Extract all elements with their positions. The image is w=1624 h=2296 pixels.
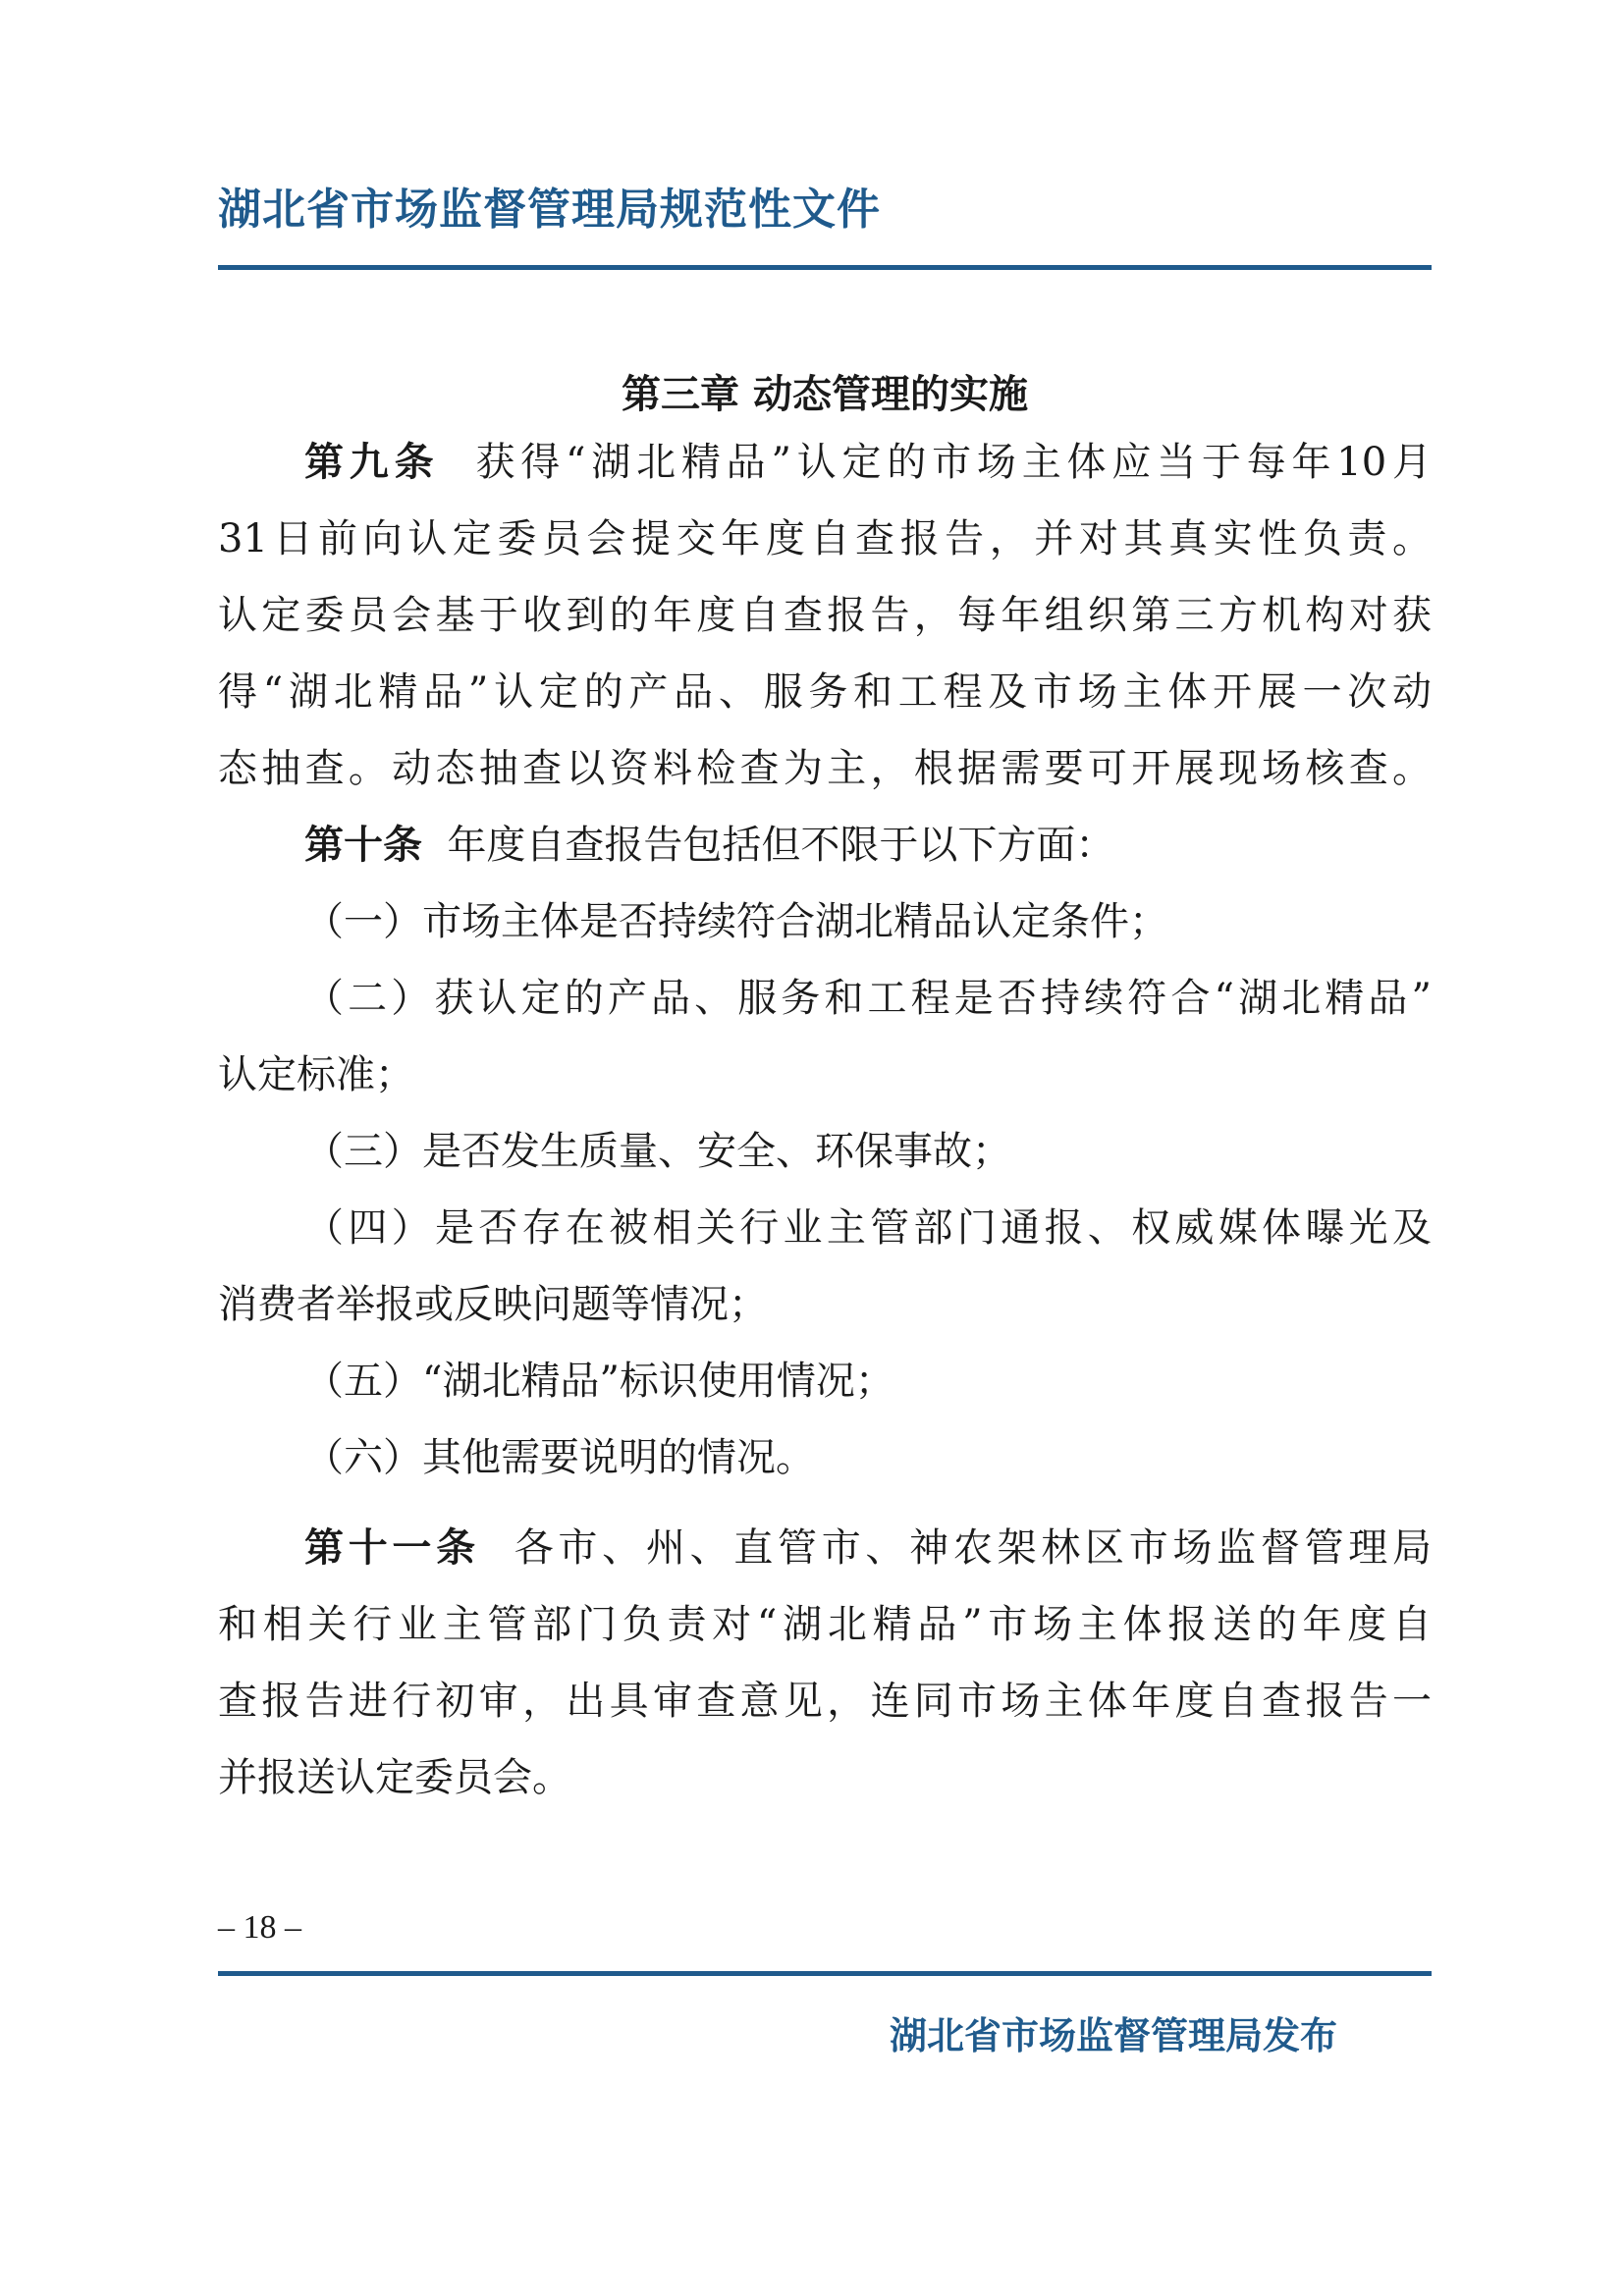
article-10-label: 第十条: [304, 823, 422, 868]
article-9-line-4: 得“湖北精品”认定的产品、服务和工程及市场主体开展一次动: [218, 669, 1432, 715]
article-10-item-3: （三）是否发生质量、安全、环保事故；: [304, 1129, 1011, 1174]
footer-publisher: 湖北省市场监督管理局发布: [890, 2014, 1338, 2057]
article-10-item-4: （四）是否存在被相关行业主管部门通报、权威媒体曝光及: [304, 1205, 1432, 1251]
article-9-line-5: 态抽查。动态抽查以资料检查为主，根据需要可开展现场核查。: [218, 746, 1432, 791]
article-10-item-4-cont: 消费者举报或反映问题等情况；: [218, 1282, 768, 1327]
article-9-line-1: [218, 424, 1432, 501]
article-10-line-1: [218, 807, 1432, 883]
article-11-text: 各市、州、直管市、神农架林区市场监督管理局: [514, 1525, 1432, 1571]
header-title: 湖北省市场监督管理局规范性文件: [218, 185, 881, 235]
header-divider: [218, 265, 1432, 270]
article-10-item-6: （六）其他需要说明的情况。: [304, 1435, 815, 1480]
article-11-label: 第十一条: [304, 1525, 480, 1571]
article-10-item-5: （五）“湖北精品”标识使用情况；: [304, 1359, 894, 1404]
article-11-line-2: 和相关行业主管部门负责对“湖北精品”市场主体报送的年度自: [218, 1602, 1432, 1647]
article-9-text: 获得“湖北精品”认定的市场主体应当于每年10月: [475, 440, 1433, 485]
article-9-line-2: 31日前向认定委员会提交年度自查报告，并对其真实性负责。: [218, 516, 1432, 561]
footer-divider: [218, 1971, 1432, 1976]
article-11-line-3: 查报告进行初审，出具审查意见，连同市场主体年度自查报告一: [218, 1679, 1432, 1724]
article-9-line-3: 认定委员会基于收到的年度自查报告，每年组织第三方机构对获: [218, 593, 1432, 638]
article-10-text: 年度自查报告包括但不限于以下方面：: [447, 823, 1115, 868]
article-10-item-1: （一）市场主体是否持续符合湖北精品认定条件；: [304, 899, 1168, 944]
article-10-item-2: （二）获认定的产品、服务和工程是否持续符合“湖北精品”: [304, 976, 1432, 1021]
article-11-line-4: 并报送认定委员会。: [218, 1755, 571, 1800]
article-11-line-1: [218, 1510, 1432, 1586]
chapter-title: 第三章 动态管理的实施: [622, 372, 1028, 417]
article-10-item-2-cont: 认定标准；: [218, 1052, 414, 1097]
page-number: – 18 –: [218, 1909, 301, 1946]
article-9-label: 第九条: [304, 440, 440, 485]
document-body: [218, 424, 1432, 1816]
